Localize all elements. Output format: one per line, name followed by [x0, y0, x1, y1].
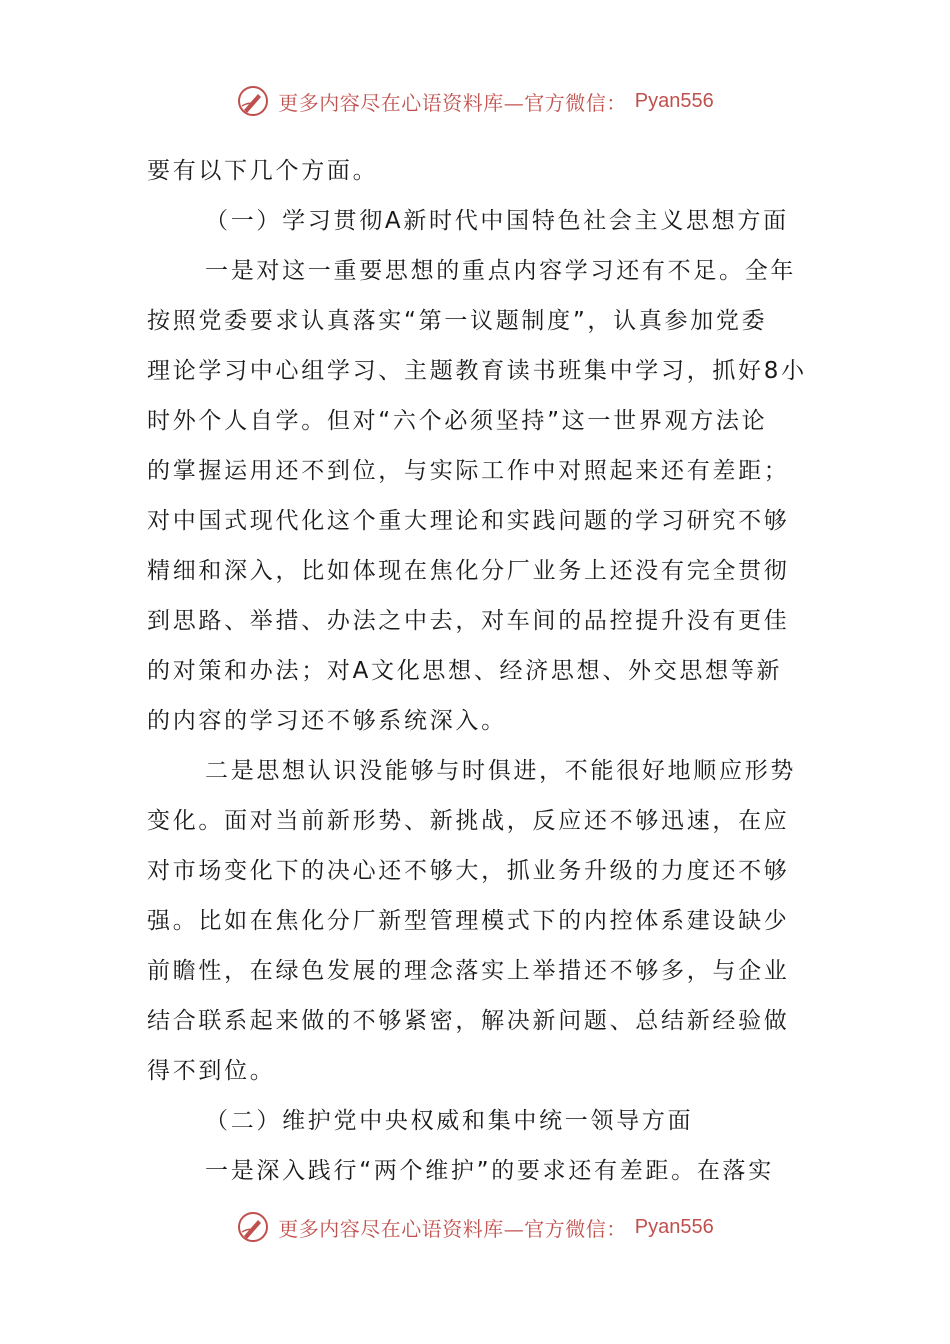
- body-line: 理论学习中心组学习、主题教育读书班集中学习，抓好8小: [147, 358, 807, 384]
- body-line: 要有以下几个方面。: [147, 158, 379, 184]
- body-line: 到思路、举措、办法之中去，对车间的品控提升没有更佳: [147, 608, 790, 634]
- watermark-text: 更多内容尽在心语资料库—官方微信：: [278, 1216, 627, 1241]
- body-line: 一是深入践行“两个维护”的要求还有差距。在落实: [205, 1158, 774, 1184]
- body-line: 强。比如在焦化分厂新型管理模式下的内控体系建设缺少: [147, 908, 790, 934]
- body-line: 二是思想认识没能够与时俱进，不能很好地顺应形势: [205, 758, 797, 784]
- pen-logo-icon: [236, 84, 270, 118]
- footer-watermark: [0, 1210, 950, 1244]
- body-line: 的掌握运用还不到位，与实际工作中对照起来还有差距；: [147, 458, 790, 484]
- watermark-wechat-id: Pyan556: [634, 1215, 714, 1238]
- body-line: 精细和深入，比如体现在焦化分厂业务上还没有完全贯彻: [147, 558, 790, 584]
- header-watermark: [0, 84, 950, 118]
- pen-logo-icon: [236, 1210, 270, 1244]
- body-line: 按照党委要求认真落实“第一议题制度”，认真参加党委: [147, 308, 768, 334]
- body-line: 的内容的学习还不够系统深入。: [147, 708, 507, 734]
- body-line: 的对策和办法；对A文化思想、经济思想、外交思想等新: [147, 658, 783, 684]
- body-line: 对中国式现代化这个重大理论和实践问题的学习研究不够: [147, 508, 790, 534]
- body-line: 前瞻性，在绿色发展的理念落实上举措还不够多，与企业: [147, 958, 790, 984]
- body-line: 时外个人自学。但对“六个必须坚持”这一世界观方法论: [147, 408, 768, 434]
- section-heading: （二）维护党中央权威和集中统一领导方面: [205, 1108, 694, 1134]
- watermark-text: 更多内容尽在心语资料库—官方微信：: [278, 90, 627, 115]
- body-line: 变化。面对当前新形势、新挑战，反应还不够迅速，在应: [147, 808, 790, 834]
- body-line: 一是对这一重要思想的重点内容学习还有不足。全年: [205, 258, 797, 284]
- body-line: 结合联系起来做的不够紧密，解决新问题、总结新经验做: [147, 1008, 790, 1034]
- document-body: [147, 146, 807, 1196]
- section-heading: （一）学习贯彻A新时代中国特色社会主义思想方面: [205, 208, 789, 234]
- watermark-wechat-id: Pyan556: [634, 89, 714, 112]
- body-line: 得不到位。: [147, 1058, 276, 1084]
- body-line: 对市场变化下的决心还不够大，抓业务升级的力度还不够: [147, 858, 790, 884]
